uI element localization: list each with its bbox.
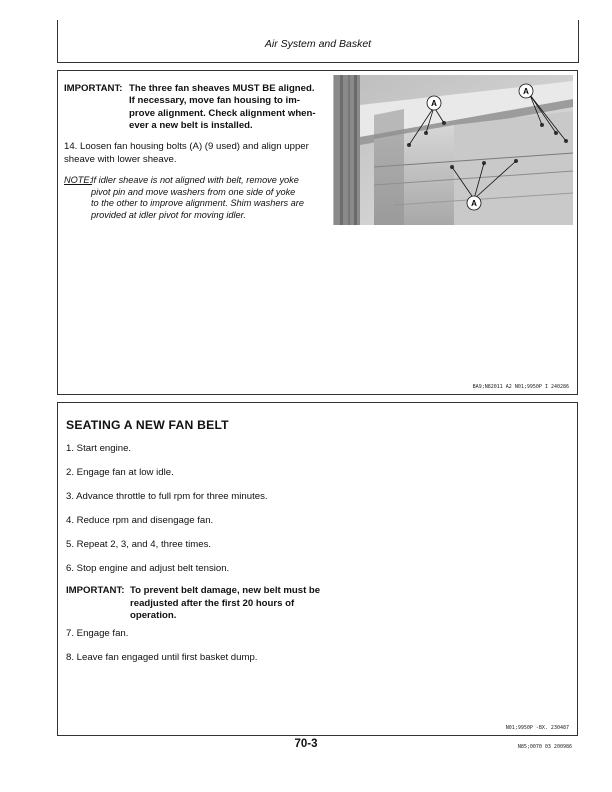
important-line: ever a new belt is installed. — [129, 120, 253, 132]
fan-alignment-panel — [57, 70, 578, 395]
seating-fan-belt-panel — [57, 402, 578, 736]
page-title: Air System and Basket — [264, 38, 372, 50]
page-header — [57, 20, 579, 63]
reference-code: BA9;N82011 A2 N01;9950P I 240286 — [472, 384, 569, 390]
important-text — [130, 585, 320, 623]
list-item: 8. Leave fan engaged until first basket dump. — [66, 652, 258, 663]
callout-a-2 — [519, 84, 533, 98]
note-label: NOTE: — [64, 175, 93, 185]
list-item: 1. Start engine. — [66, 443, 132, 454]
important-notice — [64, 83, 326, 133]
important-line: If necessary, move fan housing to im- — [129, 95, 300, 107]
important-label: IMPORTANT: — [66, 585, 125, 596]
callout-a-3 — [467, 196, 481, 210]
svg-text:A: A — [523, 87, 529, 96]
note — [64, 175, 328, 221]
step-14: 14. Loosen fan housing bolts (A) (9 used) and align upper sheave with lower sheave. — [64, 141, 309, 165]
important-line: prove alignment. Check alignment when- — [129, 107, 316, 119]
list-item: 7. Engage fan. — [66, 628, 129, 639]
svg-text:A: A — [471, 199, 477, 208]
note-line: If idler sheave is not aligned with belt, remove yoke — [91, 175, 299, 185]
important-text — [129, 83, 316, 133]
note-line: pivot pin and move washers from one side of yoke — [91, 186, 296, 197]
important-label: IMPORTANT: — [64, 83, 123, 94]
reference-code: N01;9950P -BX. 230487 — [505, 725, 569, 731]
important-line: The three fan sheaves MUST BE aligned. — [129, 83, 315, 94]
fan-housing-photo — [333, 75, 573, 225]
callout-a-1 — [427, 96, 441, 110]
footer-code: N85;0070 03 200986 — [517, 744, 572, 750]
important-notice — [66, 585, 356, 623]
list-item: 2. Engage fan at low idle. — [66, 467, 174, 478]
note-line: provided at idler pivot for moving idler. — [91, 209, 246, 220]
important-line: To prevent belt damage, new belt must be — [130, 585, 321, 596]
list-item: 5. Repeat 2, 3, and 4, three times. — [66, 539, 212, 550]
important-line: operation. — [130, 610, 177, 622]
svg-text:A: A — [431, 99, 437, 108]
list-item: 4. Reduce rpm and disengage fan. — [66, 515, 214, 526]
important-line: readjusted after the first 20 hours of — [130, 597, 295, 609]
note-line: to the other to improve alignment. Shim washers are — [91, 198, 304, 209]
list-item: 3. Advance throttle to full rpm for three minutes. — [66, 491, 268, 502]
section-title: SEATING A NEW FAN BELT — [66, 418, 229, 432]
page-number: 70-3 — [294, 738, 318, 750]
list-item: 6. Stop engine and adjust belt tension. — [66, 563, 230, 574]
